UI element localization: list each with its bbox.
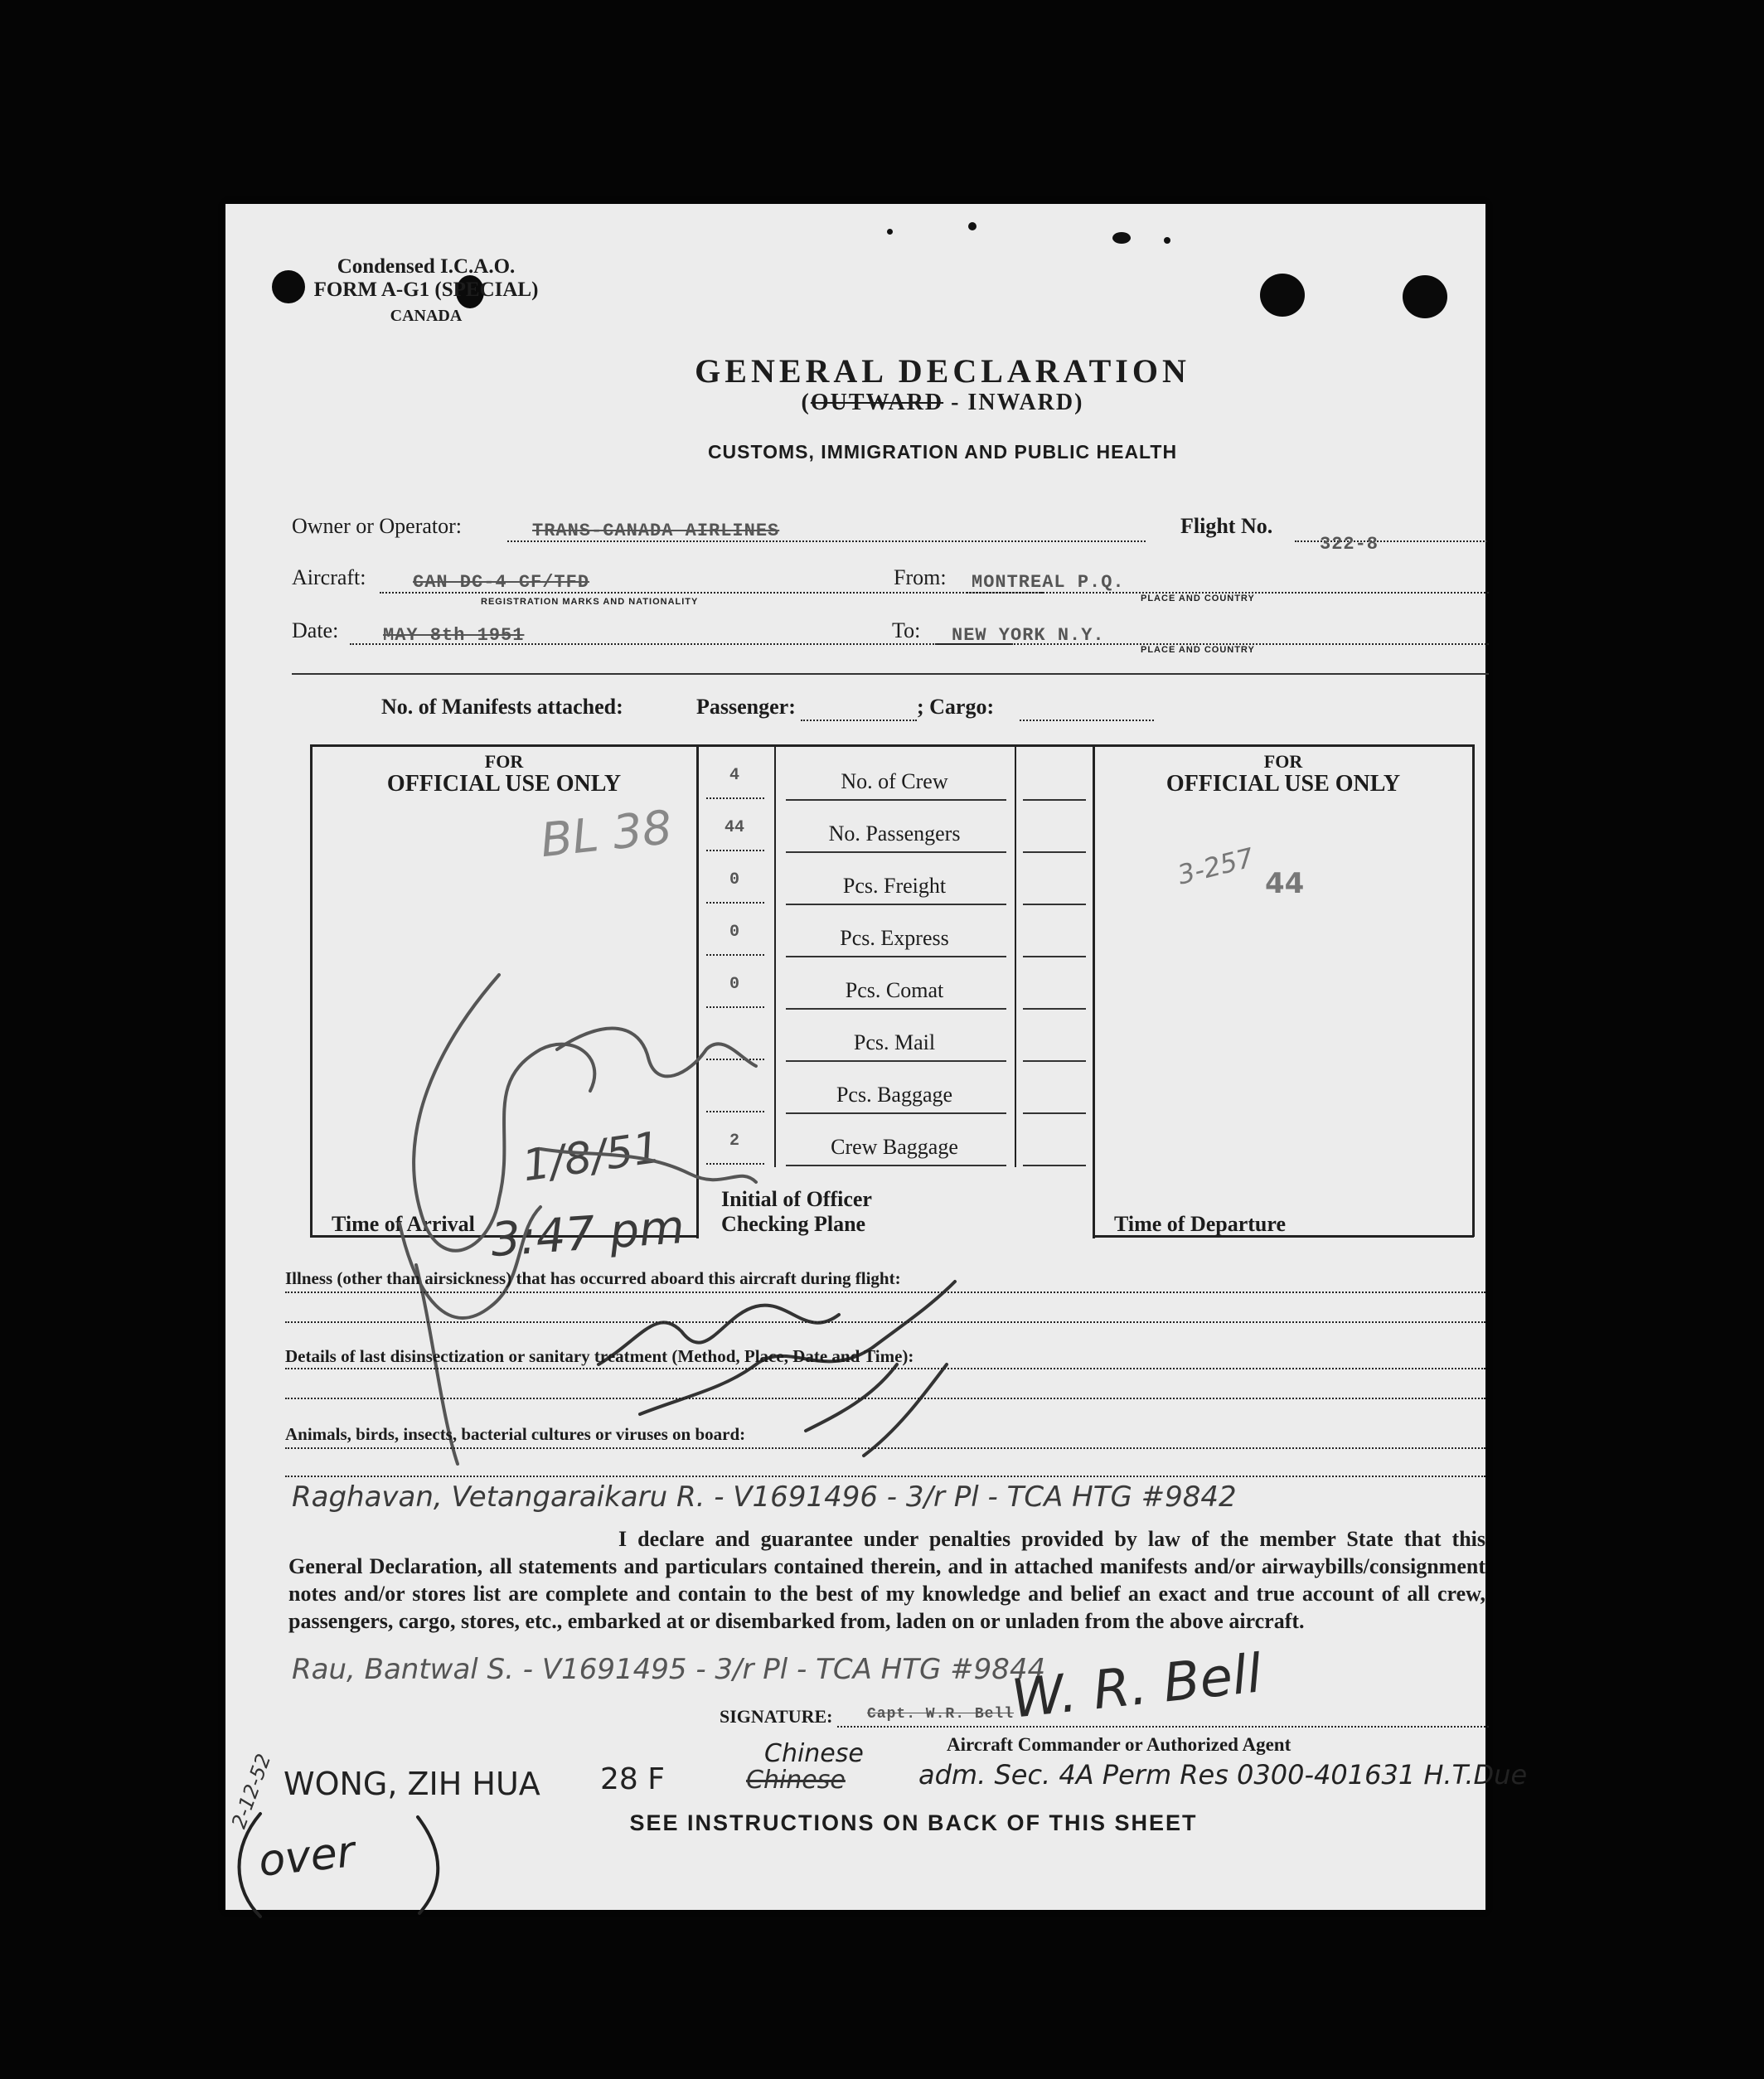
direction-struck: OUTWARD: [810, 390, 944, 415]
table-row-label: Crew Baggage: [831, 1135, 958, 1159]
flight-value: 322-8: [1320, 534, 1379, 555]
table-row-count-rule: [1023, 904, 1086, 905]
handwritten-over: over: [256, 1827, 357, 1887]
paper-speck: [1164, 237, 1170, 244]
table-top-border: [310, 744, 1474, 747]
table-row-label: Pcs. Mail: [853, 1030, 936, 1054]
aircraft-label: Aircraft:: [292, 565, 366, 589]
owner-value: TRANS-CANADA AIRLINES: [532, 521, 780, 541]
handwritten-right-count: 44: [1265, 867, 1305, 900]
direction-line: [516, 390, 1369, 416]
direction-open: (: [801, 390, 811, 415]
handwritten-arrival-date: 1/8/51: [519, 1122, 664, 1192]
table-row-label: Pcs. Express: [840, 926, 949, 950]
left-official-for: FOR: [484, 751, 524, 772]
cargo-label: ; Cargo:: [917, 695, 995, 719]
table-row-rule: [786, 799, 1006, 801]
table-row-value-line: [706, 850, 764, 851]
table-row-value: 44: [724, 818, 744, 837]
signature-line: [837, 1726, 1489, 1728]
form-header-line3: CANADA: [390, 307, 463, 325]
footer-instructions: SEE INSTRUCTIONS ON BACK OF THIS SHEET: [629, 1810, 1198, 1835]
punch-hole: [1260, 274, 1305, 317]
handwritten-passenger-3-age: 28 F: [600, 1762, 665, 1796]
handwritten-passenger-3-name: WONG, ZIH HUA: [284, 1766, 540, 1802]
table-row-rule: [786, 851, 1006, 853]
handwritten-passenger-1: Raghavan, Vetangaraikaru R. - V1691496 - 3/r Pl - TCA HTG #9842: [292, 1480, 1237, 1514]
signature-typed-name: Capt. W.R. Bell: [867, 1706, 1015, 1723]
table-row-value: 2: [729, 1132, 739, 1151]
animals-line-1: [285, 1447, 1485, 1449]
checking-plane-label: Checking Plane: [721, 1212, 866, 1236]
manifests-label: No. of Manifests attached:: [381, 695, 623, 719]
illness-line-2: [285, 1321, 1485, 1323]
table-row-label: Pcs. Baggage: [836, 1083, 953, 1107]
page-title: GENERAL DECLARATION: [695, 352, 1190, 390]
disinsectization-label: Details of last disinsectization or sanitary treatment (Method, Place, Date and Time):: [285, 1346, 914, 1366]
punch-hole: [272, 270, 305, 303]
table-row-count-rule: [1023, 851, 1086, 853]
flight-label: Flight No.: [1180, 514, 1273, 538]
table-divider-right: [1093, 744, 1095, 1238]
date-value: MAY 8th 1951: [383, 625, 525, 646]
from-label: From:: [894, 565, 947, 589]
right-official-label: OFFICIAL USE ONLY: [1166, 771, 1401, 797]
paper-speck: [887, 229, 893, 235]
paper-speck: [1112, 232, 1131, 244]
handwritten-left-note: BL 38: [538, 800, 675, 869]
table-row-label: No. of Crew: [841, 769, 948, 793]
table-row-value: 0: [729, 975, 739, 994]
punch-hole: [1403, 275, 1447, 318]
left-official-label: OFFICIAL USE ONLY: [386, 771, 622, 797]
time-of-departure-label: Time of Departure: [1114, 1212, 1286, 1236]
cargo-line: [1020, 720, 1154, 721]
table-row-value-line: [706, 902, 764, 904]
handwritten-signature: W. R. Bell: [1008, 1643, 1265, 1731]
form-header-line2: FORM A-G1 (SPECIAL): [313, 279, 539, 301]
departure-line: [1310, 1235, 1464, 1237]
signature-label: SIGNATURE:: [720, 1706, 833, 1727]
table-row-rule: [786, 904, 1006, 905]
handwritten-passenger-3-struck: Chinese: [746, 1766, 846, 1795]
disinsect-line-2: [285, 1398, 1485, 1399]
form-header: [302, 255, 550, 326]
aircraft-caption: REGISTRATION MARKS AND NATIONALITY: [481, 597, 699, 607]
to-value: NEW YORK N.Y.: [952, 625, 1105, 646]
table-row-count-rule: [1023, 799, 1086, 801]
passenger-line: [801, 720, 917, 721]
from-value: MONTREAL P.Q.: [972, 572, 1125, 593]
animals-label: Animals, birds, insects, bacterial cultures or viruses on board:: [285, 1424, 746, 1444]
signature-caption: Aircraft Commander or Authorized Agent: [947, 1734, 1292, 1755]
disinsect-line-1: [285, 1368, 1485, 1369]
time-of-arrival-label: Time of Arrival: [332, 1212, 475, 1236]
handwritten-passenger-2: Rau, Bantwal S. - V1691495 - 3/r Pl - TCA HTG #9844: [292, 1653, 1046, 1686]
handwritten-arrival-time: 3:47 pm: [489, 1199, 686, 1268]
owner-label: Owner or Operator:: [292, 514, 463, 538]
passenger-label: Passenger:: [696, 695, 796, 719]
table-row-label: No. Passengers: [828, 821, 961, 846]
illness-line-1: [285, 1292, 1485, 1293]
aircraft-value: CAN DC-4 CF/TFD: [413, 572, 590, 593]
header-rule: [292, 673, 1489, 675]
initial-officer-label: Initial of Officer: [721, 1187, 872, 1211]
page-subtitle: CUSTOMS, IMMIGRATION AND PUBLIC HEALTH: [707, 441, 1178, 463]
form-header-line1: Condensed I.C.A.O.: [337, 255, 516, 278]
right-official-for: FOR: [1263, 751, 1303, 772]
paper-speck: [968, 222, 976, 230]
date-label: Date:: [292, 618, 339, 642]
animals-line-2: [285, 1476, 1485, 1477]
to-label: To:: [892, 618, 921, 642]
declaration-text: I declare and guarantee under penalties provided by law of the member State that this General Declaration, all statements and particulars contained therein, and in attached manifests and/or airwaybills/consignment notes and/or stores list are complete and contain to the best of my knowledge and belief an exact and true account of all crew, passengers, cargo, stores, etc., embarked at or disembarked from, laden on or unladen from the above aircraft.: [288, 1527, 1485, 1633]
table-row-label: Pcs. Comat: [845, 978, 944, 1002]
handwritten-passenger-3-date: 2-12-52: [227, 1750, 276, 1832]
table-row-label: Pcs. Freight: [842, 874, 947, 898]
table-row-value: 0: [729, 870, 739, 889]
handwritten-right-note: 3-257: [1174, 841, 1258, 891]
illness-label: Illness (other than airsickness) that has occurred aboard this aircraft during flight:: [285, 1268, 901, 1288]
to-caption: PLACE AND COUNTRY: [1141, 645, 1255, 655]
table-row-value: 0: [729, 923, 739, 942]
table-row-value: 4: [729, 766, 739, 785]
handwritten-passenger-3-rest: adm. Sec. 4A Perm Res 0300-401631 H.T.Due: [918, 1759, 1528, 1791]
table-right-border: [1472, 744, 1475, 1237]
table-row-value-line: [706, 797, 764, 799]
declaration-form-sheet: [225, 204, 1528, 1910]
direction-rest: - INWARD): [943, 390, 1084, 415]
from-caption: PLACE AND COUNTRY: [1141, 594, 1255, 603]
handwritten-passenger-3-nationality: Chinese: [764, 1739, 864, 1768]
